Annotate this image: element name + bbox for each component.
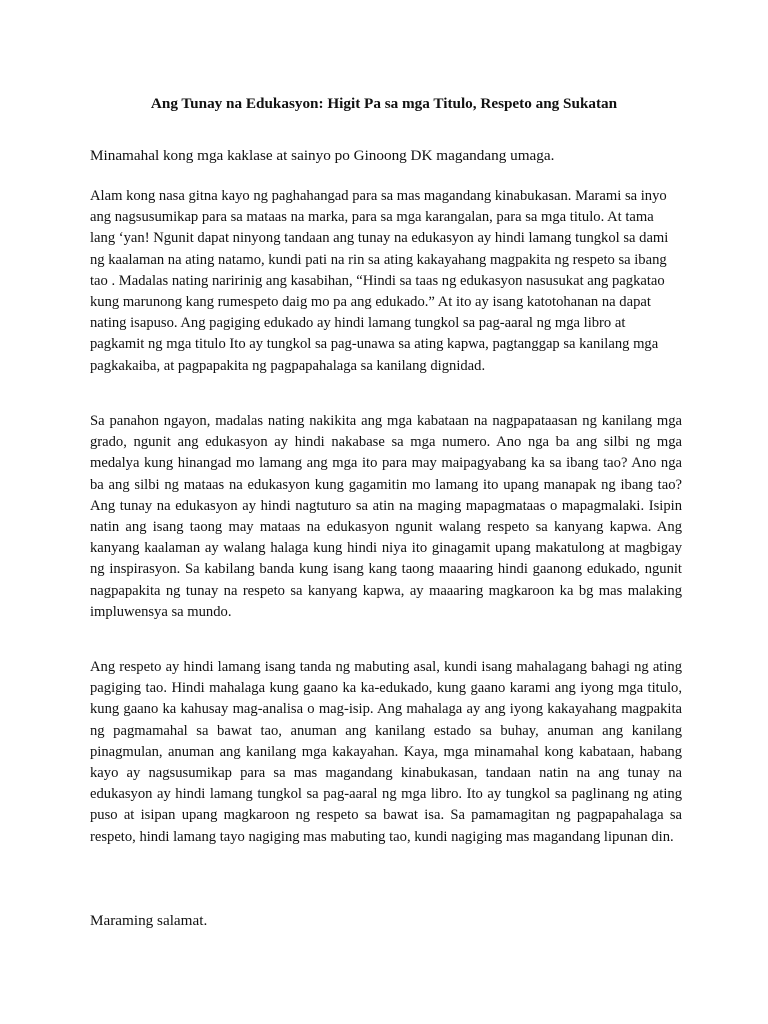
paragraph-1: Alam kong nasa gitna kayo ng paghahangad para sa mas magandang kinabukasan. Marami sa inyo ang nagsusumikap para sa mataas na marka, para sa mga karangalan, para sa mga titulo. At tama lang ‘yan! Ngunit dapat ninyong tandaan ang tunay na edukasyon ay hindi lamang tungkol sa dami ng kaalaman na ating natamo, kundi pati na rin sa ating kakayahang magpakita ng respeto sa ibang tao . Madalas nating naririnig ang kasabihan, “Hindi sa taas ng edukasyon nasusukat ang pagkatao kung marunong kang rumespeto daig mo pa ang edukado.” At ito ay isang katotohanan na dapat nating isapuso. Ang pagiging edukado ay hindi lamang tungkol sa pag-aaral ng mga libro at pagkamit ng mga titulo Ito ay tungkol sa pag-unawa sa ating kapwa, pagtanggap sa kanilang mga pagkakaiba, at pagpapakita ng pagpapahalaga sa kanilang dignidad.: [90, 188, 669, 374]
document-title: Ang Tunay na Edukasyon: Higit Pa sa mga Titulo, Respeto ang Sukatan: [150, 95, 618, 112]
closing-line: Maraming salamat.: [90, 912, 208, 929]
paragraph-3: Ang respeto ay hindi lamang isang tanda ng mabuting asal, kundi isang mahalagang bahagi ng ating pagiging tao. Hindi mahalaga kung gaano ka ka-edukado, kung gaano karami ang iyong mga titulo, kung gaano ka kahusay mag-analisa o mag-isip. Ang mahalaga ay ang iyong kakayahang magpakita ng pagmamahal sa bawat tao, anuman ang kanilang estado sa buhay, anuman ang kanilang pinagmulan, anuman ang kanilang mga kakayahan. Kaya, mga minamahal kong kabataan, habang kayo ay nagsusumikap para sa mas magandang kinabukasan, tandaan natin na ang tunay na edukasyon ay hindi lamang tungkol sa pag-aaral ng mga libro. Ito ay tungkol sa paglinang ng ating puso at isipan upang magkaroon ng respeto sa bawat isa. Sa pamamagitan ng pagpapahalaga sa respeto, hindi lamang tayo nagiging mas mabuting tao, kundi nagiging mas magandang lipunan din.: [90, 659, 682, 845]
greeting-line: Minamahal kong mga kaklase at sainyo po Ginoong DK magandang umaga.: [90, 147, 555, 164]
paragraph-2: Sa panahon ngayon, madalas nating nakikita ang mga kabataan na nagpapataasan ng kanilang mga grado, ngunit ang edukasyon ay hindi nakabase sa mga numero. Ano nga ba ang silbi ng mga medalya kung hinangad mo lamang ang mga ito para may maipagyabang ka sa ibang tao? Ano nga ba ang silbi ng mataas na edukasyon kung gagamitin mo lamang ito upang manapak ng ibang tao? Ang tunay na edukasyon ay hindi nagtuturo sa atin na maging mapagmataas o mapagmalaki. Isipin natin ang isang taong may mataas na edukasyon ngunit walang respeto sa kanyang kapwa. Ang kanyang kaalaman ay walang halaga kung hindi niya ito ginagamit upang makatulong at magbigay ng inspirasyon. Sa kabilang banda kung isang kang taong maaaring hindi gaanong edukado, ngunit nagpapakita ng tunay na respeto sa kanyang kapwa, ay maaaring magkaroon ka bg mas malaking impluwensya sa mundo.: [90, 413, 682, 620]
